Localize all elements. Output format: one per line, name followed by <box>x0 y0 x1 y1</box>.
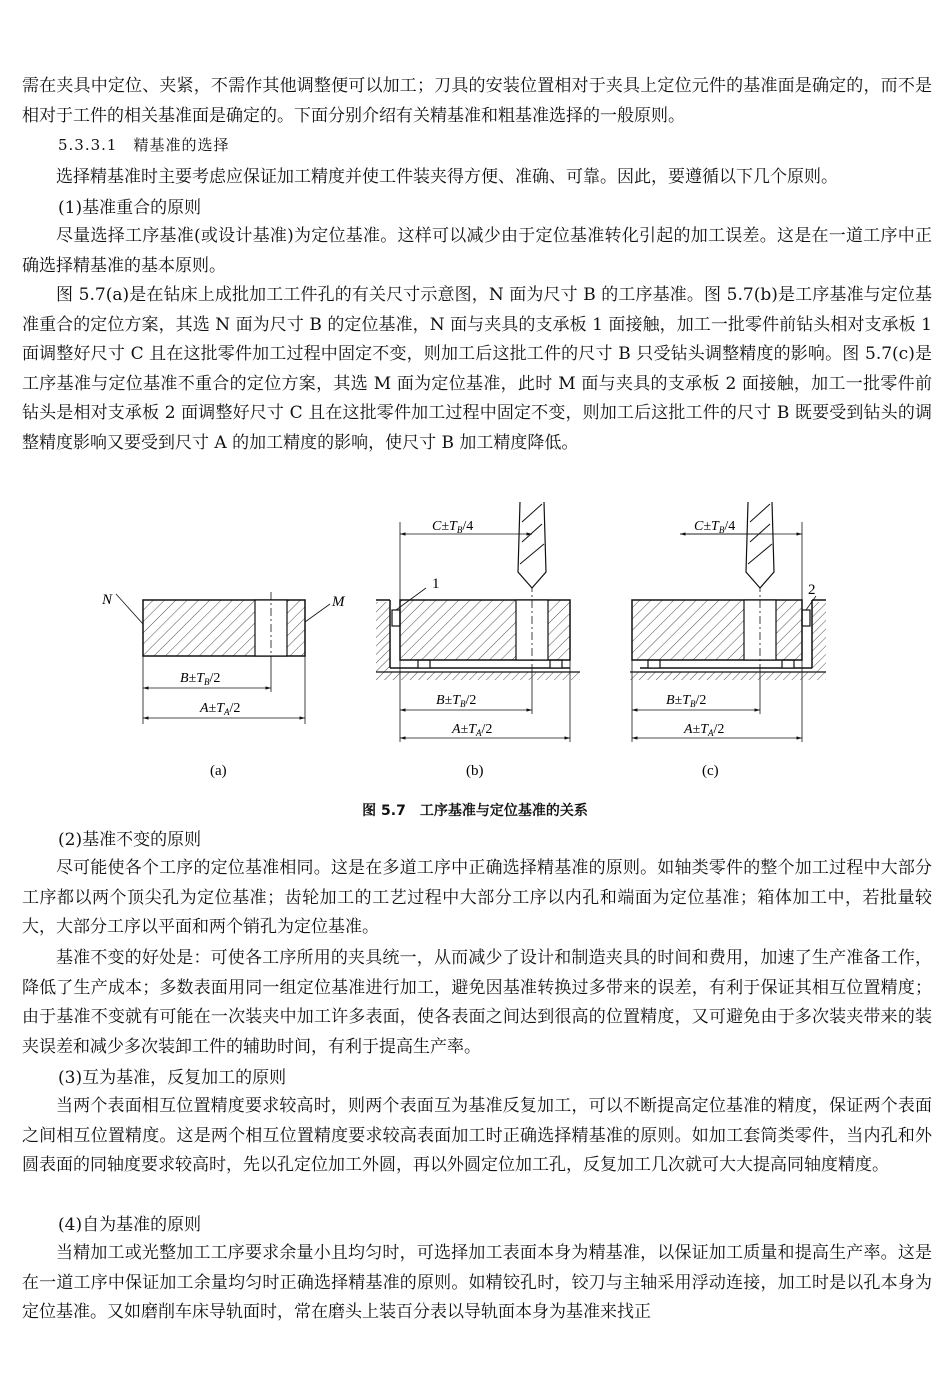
dim-a-b: $A\pm T_A/2$ <box>452 722 493 738</box>
label-n: N <box>102 592 113 608</box>
figure-caption: 图 5.7 工序基准与定位基准的关系 <box>362 803 588 819</box>
label-c: (c) <box>702 763 719 779</box>
label-plate-2: 2 <box>808 582 816 598</box>
paragraph-coincide: 尽量选择工序基准(或设计基准)为定位基准。这样可以减少由于定位基准转化引起的加工误差。这是在一道工序中正确选择精基准的基本原则。 <box>22 226 932 276</box>
label-m: M <box>332 594 345 610</box>
label-a: (a) <box>210 763 227 779</box>
paragraph-intro: 需在夹具中定位、夹紧，不需作其他调整便可以加工；刀具的安装位置相对于夹具上定位元件的基准面是确定的，而不是相对于工件的相关基准面是确定的。下面分别介绍有关精基准和粗基准选择的一般原则。 <box>22 76 932 126</box>
heading-principle-1: (1)基准重合的原则 <box>58 198 202 218</box>
support-plate-1 <box>392 610 400 626</box>
drill-b <box>518 502 546 588</box>
dim-b-c: $B\pm T_B/2$ <box>666 693 707 709</box>
subfigure-c <box>630 502 826 779</box>
paragraph-unchanged: 尽可能使各个工序的定位基准相同。这是在多道工序中正确选择精基准的原则。如轴类零件的整个加工过程中大部分工序都以两个顶尖孔为定位基准；齿轮加工的工艺过程中大部分工序以内孔和端面为定位基准；箱体加工中，若批量较大，大部分工序以平面和两个销孔为定位基准。 <box>22 858 932 938</box>
dim-c-c: $C\pm T_B/4$ <box>694 519 736 535</box>
paragraph-benefits: 基准不变的好处是：可使各工序所用的夹具统一，从而减少了设计和制造夹具的时间和费用，加速了生产准备工作，降低了生产成本；多数表面用同一组定位基准进行加工，避免因基准转换过多带来的误差，有利于保证其相互位置精度；由于基准不变就有可能在一次装夹中加工许多表面，使各表面之间达到很高的位置精度，又可避免由于多次装夹带来的装夹误差和减少多次装卸工件的辅助时间，有利于提高生产率。 <box>22 948 932 1057</box>
heading-principle-3: (3)互为基准，反复加工的原则 <box>58 1068 287 1088</box>
dim-c-b: $C\pm T_B/4$ <box>432 519 474 535</box>
heading-principle-2: (2)基准不变的原则 <box>58 830 202 850</box>
dim-a-c: $A\pm T_A/2$ <box>684 722 725 738</box>
label-b: (b) <box>466 763 484 779</box>
subfigure-a <box>101 592 346 779</box>
figure-5-7 <box>80 492 870 792</box>
label-plate-1: 1 <box>432 576 440 592</box>
dim-b-a: $B\pm T_B/2$ <box>180 671 221 687</box>
dim-a-a: $A\pm T_A/2$ <box>200 701 241 717</box>
paragraph-principles: 选择精基准时主要考虑应保证加工精度并使工件装夹得方便、准确、可靠。因此，要遵循以下几个原则。 <box>56 167 838 187</box>
paragraph-self: 当精加工或光整加工工序要求余量小且均匀时，可选择加工表面本身为精基准，以保证加工质量和提高生产率。这是在一道工序中保证加工余量均匀时正确选择精基准的原则。如精铰孔时，铰刀与主轴采用浮动连接，加工时是以孔本身为定位基准。又如磨削车床导轨面时，常在磨头上装百分表以导轨面本身为基准来找正 <box>22 1243 932 1323</box>
heading-principle-4: (4)自为基准的原则 <box>58 1215 202 1235</box>
dim-b-b: $B\pm T_B/2$ <box>436 693 477 709</box>
drill-c <box>746 502 774 588</box>
subfigure-b <box>376 502 580 779</box>
paragraph-figure-explain: 图 5.7(a)是在钻床上成批加工工件孔的有关尺寸示意图，N 面为尺寸 B 的工序基准。图 5.7(b)是工序基准与定位基准重合的定位方案，其选 N 面为尺寸 B 的定位基准，N 面与夹具的支承板 1 面接触，加工一批零件前钻头相对支承板 1 面调整好尺寸 C 且在这批零件加工过程中固定不变，则加工后这批工件的尺寸 B 只受钻头调整精度的影响。图 5.7(c)是工序基准与定位基准不重合的定位方案，其选 M 面为定位基准，此时 M 面与夹具的支承板 2 面接触，加工一批零件前钻头是相对支承板 2 面调整好尺寸 C 且在这批零件加工过程中固定不变，则加工后这批工件的尺寸 B 既要受到钻头的调整精度影响又要受到尺寸 A 的加工精度的影响，使尺寸 B 加工精度降低。 <box>22 285 932 453</box>
section-title: 5.3.3.1 精基准的选择 <box>58 136 230 154</box>
paragraph-mutual: 当两个表面相互位置精度要求较高时，则两个表面互为基准反复加工，可以不断提高定位基准的精度，保证两个表面之间相互位置精度。这是两个相互位置精度要求较高表面加工时正确选择精基准的原则。如加工套筒类零件，当内孔和外圆表面的同轴度要求较高时，先以孔定位加工外圆，再以外圆定位加工孔，反复加工几次就可大大提高同轴度精度。 <box>22 1096 932 1176</box>
support-plate-2 <box>802 610 810 626</box>
